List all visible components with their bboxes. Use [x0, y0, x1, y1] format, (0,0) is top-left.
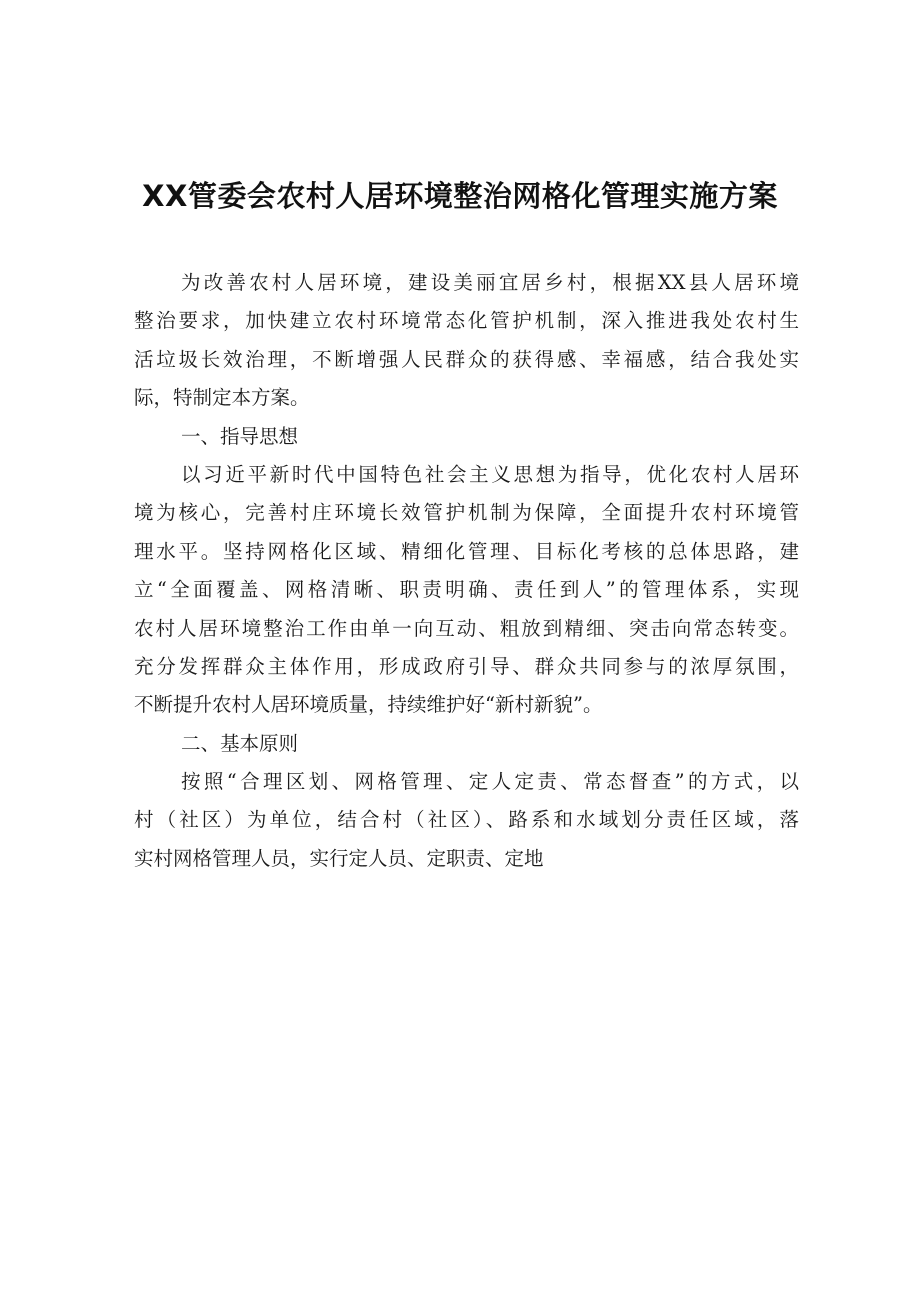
paragraph-line: 活垃圾长效治理，不断增强人民群众的获得感、幸福感，结合我处实 [134, 347, 799, 371]
paragraph-line: 以习近平新时代中国特色社会主义思想为指导，优化农村人居环 [181, 462, 799, 486]
paragraph-line: 立“全面覆盖、网格清晰、职责明确、责任到人”的管理体系，实现 [134, 578, 799, 602]
paragraph-line: 为改善农村人居环境，建设美丽宜居乡村，根据XX县人居环境 [181, 271, 799, 294]
paragraph-line: 理水平。坚持网格化区域、精细化管理、目标化考核的总体思路，建 [134, 539, 799, 563]
section-heading: 二、基本原则 [181, 731, 299, 755]
paragraph-line: 整治要求，加快建立农村环境常态化管护机制，深入推进我处农村生 [134, 309, 799, 333]
paragraph-line: 境为核心，完善村庄环境长效管护机制为保障，全面提升农村环境管 [134, 501, 799, 525]
document-title: XX管委会农村人居环境整治网格化管理实施方案 [142, 179, 778, 213]
section-heading: 一、指导思想 [181, 424, 299, 448]
paragraph-line: 不断提升农村人居环境质量，持续维护好“新村新貌”。 [134, 693, 603, 717]
paragraph-line: 按照“合理区划、网格管理、定人定责、常态督查”的方式，以 [181, 770, 799, 794]
document-body [134, 264, 799, 878]
paragraph-line: 际，特制定本方案。 [134, 386, 310, 410]
paragraph-line: 实村网格管理人员，实行定人员、定职责、定地 [134, 846, 544, 870]
paragraph-line: 充分发挥群众主体作用，形成政府引导、群众共同参与的浓厚氛围， [134, 654, 799, 678]
paragraph-line: 村（社区）为单位，结合村（社区）、路系和水域划分责任区域，落 [134, 808, 799, 832]
paragraph-line: 农村人居环境整治工作由单一向互动、粗放到精细、突击向常态转变。 [134, 616, 799, 640]
